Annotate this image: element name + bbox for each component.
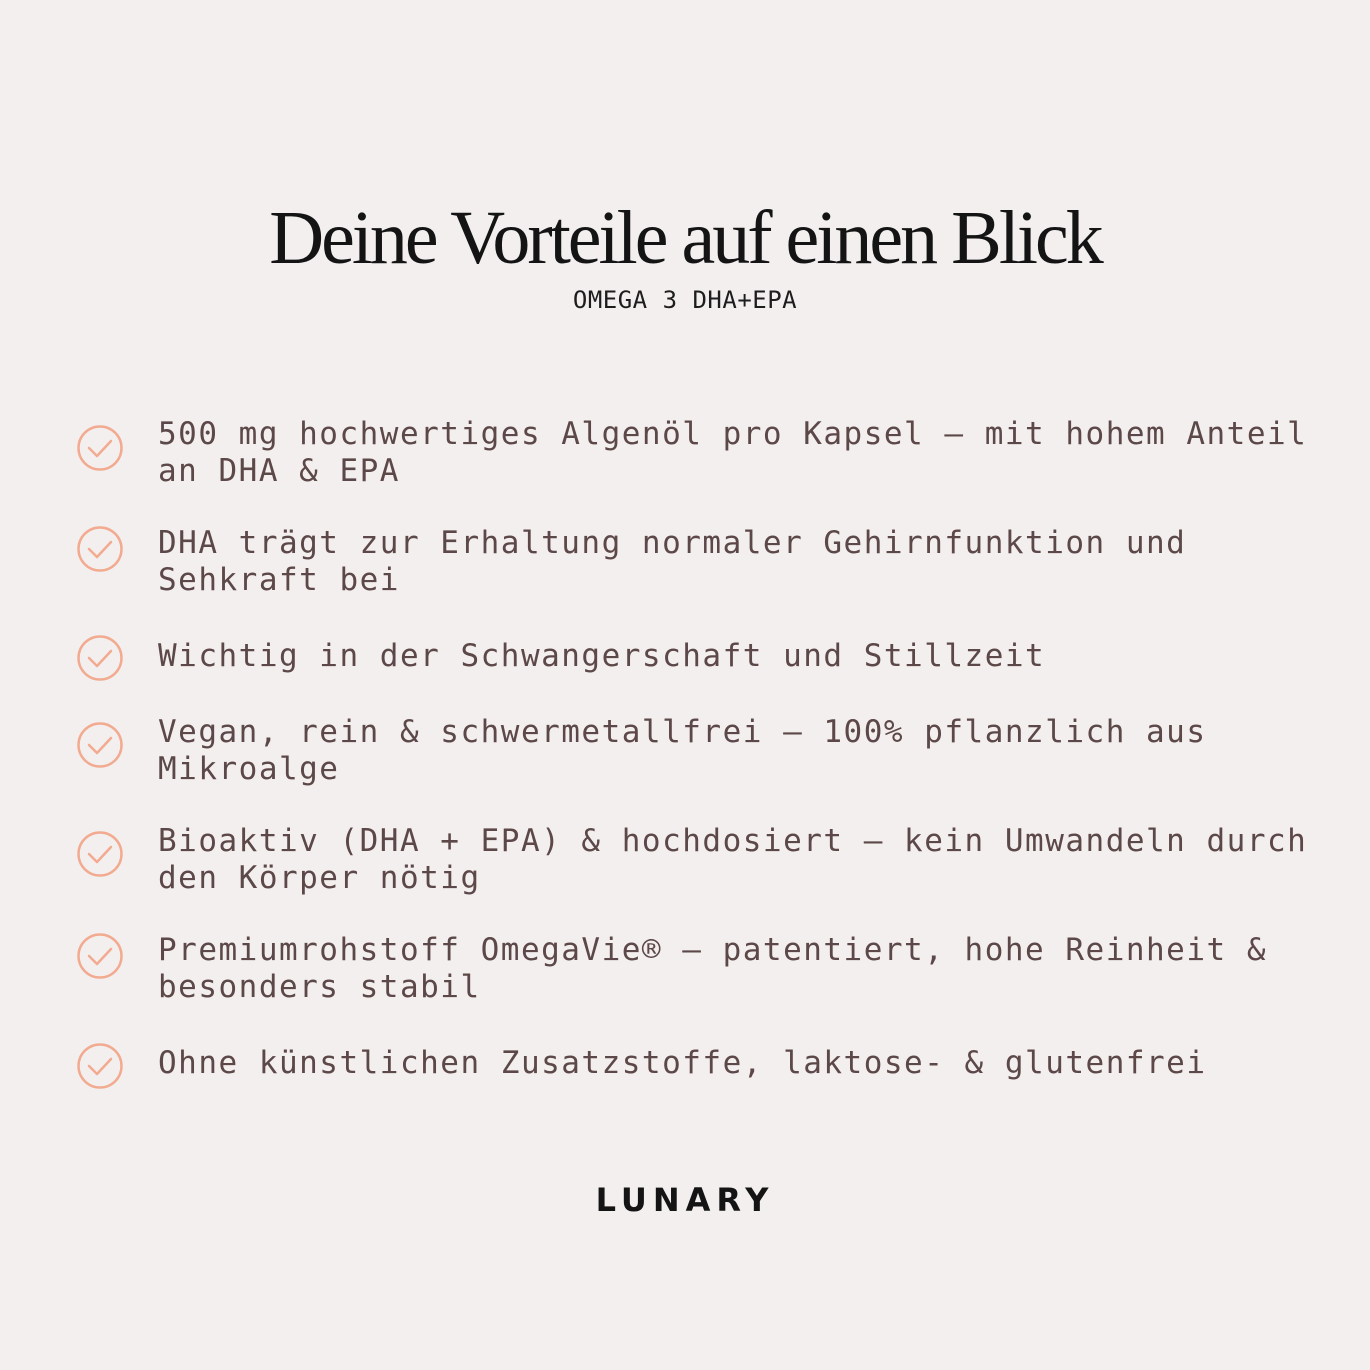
benefit-text: DHA trägt zur Erhaltung normaler Gehirnfunktion und Sehkraft bei: [158, 525, 1187, 598]
benefit-text: Ohne künstlichen Zusatzstoffe, laktose- & glutenfrei: [158, 1045, 1207, 1081]
benefit-text: 500 mg hochwertiges Algenöl pro Kapsel – mit hohem Anteil an DHA & EPA: [158, 416, 1308, 489]
check-circle-icon: [76, 1042, 124, 1090]
benefit-text: Premiumrohstoff OmegaVie® – patentiert, hohe Reinheit & besonders stabil: [158, 932, 1267, 1005]
page-subtitle: OMEGA 3 DHA+EPA: [572, 286, 798, 314]
check-circle-icon: [76, 525, 124, 573]
check-circle-icon: [76, 932, 124, 980]
check-circle-icon: [76, 634, 124, 682]
benefit-text: Wichtig in der Schwangerschaft und Stillzeit: [158, 638, 1046, 674]
check-circle-icon: [76, 830, 124, 878]
benefit-text: Bioaktiv (DHA + EPA) & hochdosiert – kein Umwandeln durch den Körper nötig: [158, 823, 1308, 896]
check-circle-icon: [76, 721, 124, 769]
check-circle-icon: [76, 424, 124, 472]
brand-logo: LUNARY: [595, 1181, 775, 1219]
benefit-text: Vegan, rein & schwermetallfrei – 100% pflanzlich aus Mikroalge: [158, 714, 1207, 787]
page-title: Deine Vorteile auf einen Blick: [269, 196, 1101, 280]
